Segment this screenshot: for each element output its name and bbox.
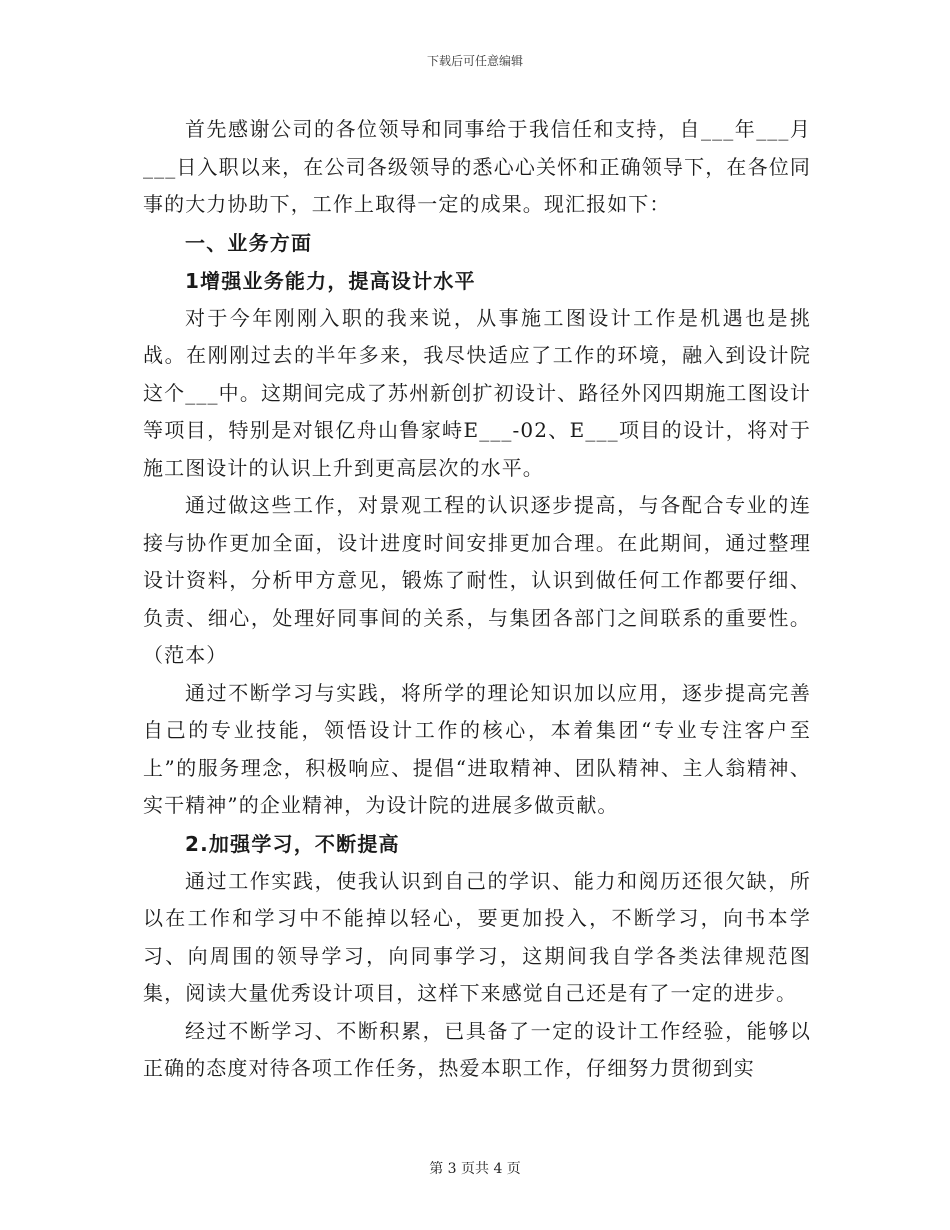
document-body xyxy=(143,111,811,1088)
page-header: 下载后可任意编辑 xyxy=(426,54,523,68)
paragraph-accumulate: 经过不断学习、不断积累，已具备了一定的设计工作经验，能够以正确的态度对待各项工作任务，热爱本职工作，仔细努力贯彻到实 xyxy=(143,1018,811,1080)
page-footer: 第 3 页共 4 页 xyxy=(429,1161,521,1177)
paragraph-landscape-work: 通过做这些工作，对景观工程的认识逐步提高，与各配合专业的连接与协作更加全面，设计进度时间安排更加合理。在此期间，通过整理设计资料，分析甲方意见，锻炼了耐性，认识到做任何工作都要仔细、负责、细心，处理好同事间的关系，与集团各部门之间联系的重要性。（范本） xyxy=(143,493,811,667)
paragraph-new-job: 对于今年刚刚入职的我来说，从事施工图设计工作是机遇也是挑战。在刚刚过去的半年多来，我尽快适应了工作的环境，融入到设计院这个___中。这期间完成了苏州新创扩初设计、路径外冈四期施工图设计等项目，特别是对银亿舟山鲁家峙E___-02、E___项目的设计，将对于施工图设计的认识上升到更高层次的水平。 xyxy=(143,305,811,480)
section-heading-business: 一、业务方面 xyxy=(185,230,313,255)
paragraph-practice: 通过不断学习与实践，将所学的理论知识加以应用，逐步提高完善自己的专业技能，领悟设计工作的核心，本着集团“专业专注客户至上”的服务理念，积极响应、提倡“进取精神、团队精神、主人翁精神、实干精神”的企业精神，为设计院的进展多做贡献。 xyxy=(143,680,811,817)
paragraph-work-practice: 通过工作实践，使我认识到自己的学识、能力和阅历还很欠缺，所以在工作和学习中不能掉以轻心，要更加投入，不断学习，向书本学习、向周围的领导学习，向同事学习，这期间我自学各类法律规范图集，阅读大量优秀设计项目，这样下来感觉自己还是有了一定的进步。 xyxy=(143,868,811,1005)
subheading-strengthen-learning: 2.加强学习，不断提高 xyxy=(185,831,400,856)
subheading-improve-ability: 1增强业务能力，提高设计水平 xyxy=(185,268,476,293)
paragraph-intro: 首先感谢公司的各位领导和同事给于我信任和支持，自___年___月___日入职以来，在公司各级领导的悉心心关怀和正确领导下，在各位同事的大力协助下，工作上取得一定的成果。现汇报如下： xyxy=(143,117,811,216)
